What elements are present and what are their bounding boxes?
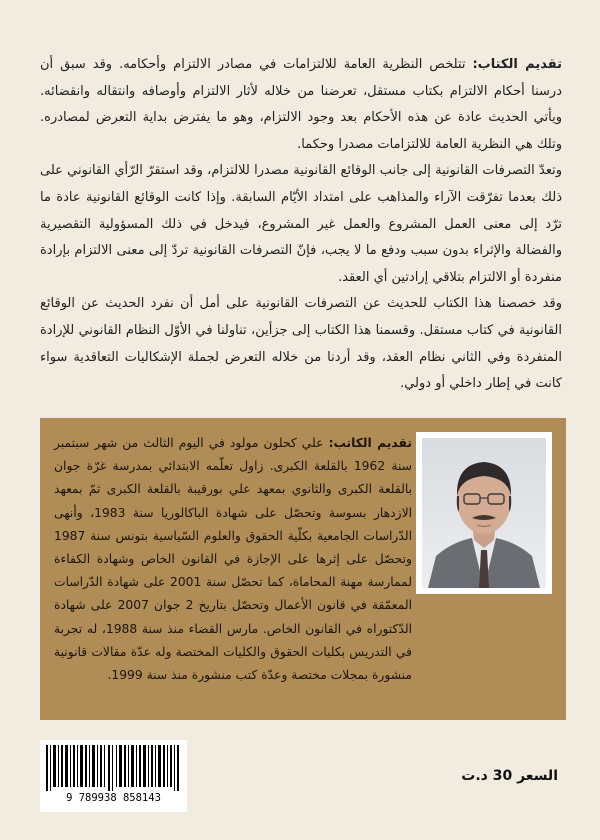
isbn-digits: 9 789938 858143	[66, 792, 161, 804]
author-photo	[416, 432, 552, 594]
intro-paragraph-1	[40, 52, 562, 158]
author-bio-paragraph	[54, 432, 412, 687]
author-panel	[40, 418, 566, 720]
book-introduction	[40, 52, 562, 398]
book-intro-heading: تقديم الكتاب:	[472, 57, 562, 72]
intro-paragraph-3: وقد خصصنا هذا الكتاب للحديث عن التصرفات القانونية على أمل أن نفرد الحديث عن الوقائع القانونية في كتاب مستقل. وقسمنا هذا الكتاب إلى جزأين، تناولنا في الأوّل النظام القانوني للإرادة المنفردة وفي الثاني نظام العقد، وقد أردنا من خلاله التعرض لجملة الإشكاليات التعاقدية سواء كانت في إطار داخلي أو دولي.	[40, 296, 562, 392]
author-bio-text: علي كحلون مولود في اليوم الثالث من شهر سبتمبر سنة 1962 بالقلعة الكبرى. زاول تعلّمه الابتدائي بمدرسة غرّة جوان بالقلعة الكبرى والثانوي بمعهد علي بورقيبة بالقلعة الكبرى ثمّ بمعهد الازدهار بسوسة وتحصّل على شهادة الباكالوريا سنة 1983، وأنهى الدّراسات الجامعية بكلّية الحقوق والعلوم السّياسية بتونس سنة 1987 وتحصّل على إثرها على الإجازة في القانون الخاص وشهادة الكفاءة لممارسة مهنة المحاماة، كما تحصّل سنة 2001 على شهادة الدّراسات المعمّقة في قانون الأعمال وتحصّل بتاريخ 2 جوان 2007 على شهادة الدّكتوراه في القانون الخاص. مارس القضاء منذ سنة 1988، له تجربة في التدريس بكليات الحقوق والكليات المختصة وله عدّة مقالات قانونية منشورة بمجلات مختصة وعدّة كتب منشورة منذ سنة 1999.	[54, 436, 412, 683]
barcode-bars	[46, 745, 181, 791]
author-portrait-image	[422, 438, 546, 588]
author-heading: تقديم الكاتب:	[328, 436, 412, 450]
intro-paragraph-1-text: تتلخص النظرية العامة للالتزامات في مصادر الالتزام وأحكامه. وقد سبق أن درسنا أحكام الالتزام بكتاب مستقل، تعرضنا من خلاله لأثار الالتزام وأوصافه وانتقاله وانقضائه. ويأتي الحديث عادة عن هذه الأحكام بعد وجود الالتزام، وهو ما يفترض بداية التعرض لمصادره. وتلك هي النظرية العامة للالتزامات مصدرا وحكما.	[40, 57, 562, 152]
price-label: السعر 30 د.ت	[461, 768, 558, 784]
author-bio	[54, 432, 412, 687]
isbn-barcode	[40, 740, 187, 812]
intro-paragraph-2: وتعدّ التصرفات القانونية إلى جانب الوقائع القانونية مصدرا للالتزام، وقد استقرّ الرّأي القانوني على ذلك بعدما تفرّقت الآراء والمذاهب على امتداد الأيّام السابقة. وإذا كانت الوقائع القانونية عادة ما ترّد إلى معنى العمل المشروع والعمل غير المشروع، فيدخل في ذلك المسؤولية التقصيرية والفضالة والإثراء بدون سبب ودفع ما لا يجب، فإنّ التصرفات القانونية تردّ إلى معنى الالتزام بإرادة منفردة أو الالتزام بتلاقي إرادتين أي العقد.	[40, 163, 562, 285]
